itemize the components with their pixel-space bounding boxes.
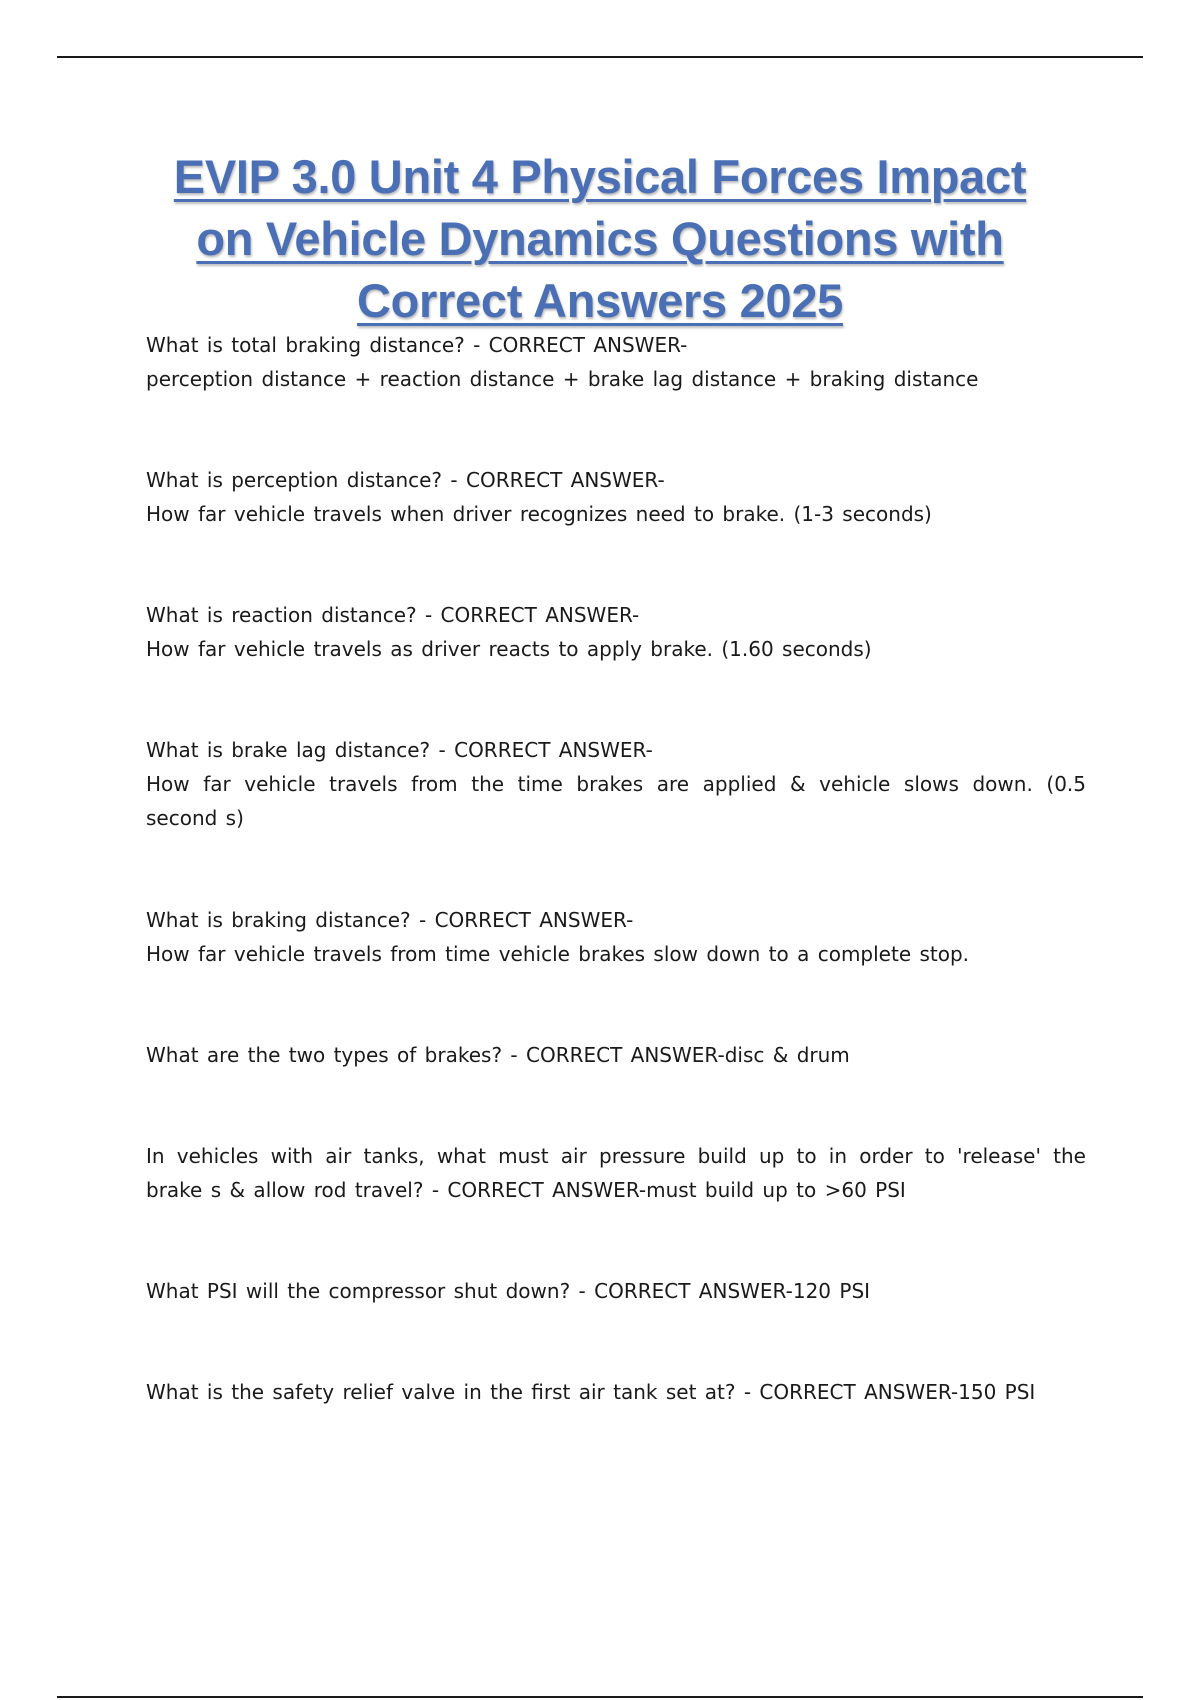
- question-answer: What are the two types of brakes? - CORRECT ANSWER-disc & drum: [146, 1043, 850, 1067]
- question-answer: What PSI will the compressor shut down? - CORRECT ANSWER-120 PSI: [146, 1279, 871, 1303]
- answer: How far vehicle travels as driver reacts to apply brake. (1.60 seconds): [146, 637, 872, 661]
- document-title: [120, 146, 1080, 332]
- answer: perception distance + reaction distance + brake lag distance + braking distance: [146, 367, 979, 391]
- qa-item-relief-valve: [146, 1375, 1086, 1409]
- qa-item-perception: [146, 463, 1086, 531]
- question: What is reaction distance? - CORRECT ANSWER-: [146, 603, 640, 627]
- question: What is brake lag distance? - CORRECT ANSWER-: [146, 738, 653, 762]
- question: What is total braking distance? - CORRECT ANSWER-: [146, 333, 688, 357]
- question: What is perception distance? - CORRECT ANSWER-: [146, 468, 665, 492]
- qa-item-total-braking: [146, 328, 1086, 396]
- question-answer: What is the safety relief valve in the first air tank set at? - CORRECT ANSWER-150 PSI: [146, 1380, 1036, 1404]
- title-line-2: on Vehicle Dynamics Questions with: [196, 212, 1004, 265]
- question: What is braking distance? - CORRECT ANSWER-: [146, 908, 634, 932]
- qa-item-reaction: [146, 598, 1086, 666]
- bottom-rule: [57, 1696, 1143, 1698]
- answer: How far vehicle travels from time vehicle brakes slow down to a complete stop.: [146, 942, 970, 966]
- title-line-1: EVIP 3.0 Unit 4 Physical Forces Impact: [173, 150, 1027, 203]
- qa-item-brake-lag: [146, 733, 1086, 835]
- qa-item-air-pressure: [146, 1139, 1086, 1207]
- question-answer: In vehicles with air tanks, what must air pressure build up to in order to 'release' the brake s & allow rod travel? - CORRECT ANSWER-must build up to >60 PSI: [146, 1144, 1086, 1202]
- qa-item-brake-types: [146, 1038, 1086, 1072]
- title-line-3: Correct Answers 2025: [356, 274, 843, 327]
- answer: How far vehicle travels when driver recognizes need to brake. (1-3 seconds): [146, 502, 932, 526]
- qa-item-compressor: [146, 1274, 1086, 1308]
- top-rule: [57, 56, 1143, 58]
- qa-item-braking: [146, 903, 1086, 971]
- answer: How far vehicle travels from the time brakes are applied & vehicle slows down. (0.5 second s): [146, 772, 1086, 830]
